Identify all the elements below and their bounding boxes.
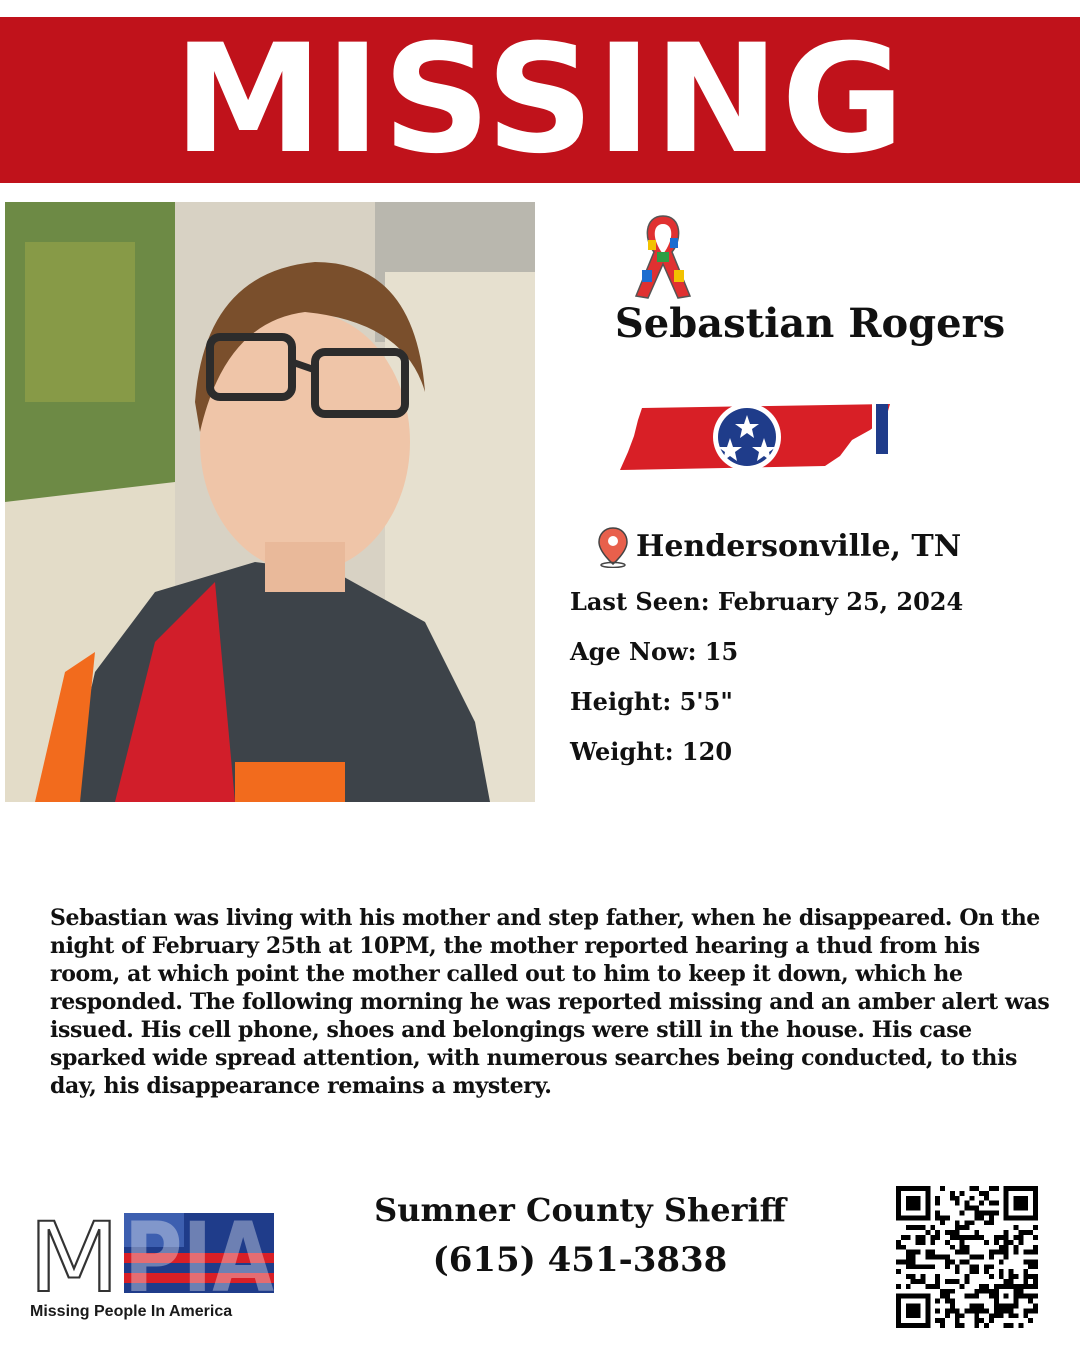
- person-name: Sebastian Rogers: [614, 300, 1006, 347]
- tennessee-flag-map-icon: [620, 400, 895, 475]
- case-description: Sebastian was living with his mother and step father, when he disappeared. On the night of February 25th at 10PM, the mother reported hearing a thud from his room, at which point the mother called out to him to keep it down, which he responded. The following morning he was reported missing and an amber alert was issued. His cell phone, shoes and belongings were still in the house. His case sparked wide spread attention, with numerous searches being conducted, to this day, his disappearance remains a mystery.: [50, 905, 1050, 1099]
- contact-phone[interactable]: (615) 451-3838: [432, 1240, 728, 1280]
- logo-caption: Missing People In America: [30, 1303, 233, 1320]
- location-text: Hendersonville, TN: [636, 529, 962, 564]
- last-seen: Last Seen: February 25, 2024: [570, 587, 964, 616]
- height: Height: 5'5": [570, 687, 733, 716]
- qr-code-icon[interactable]: [896, 1186, 1038, 1328]
- missing-person-photo: [5, 202, 535, 802]
- autism-ribbon-icon: [630, 212, 696, 300]
- svg-text:M: M: [28, 1205, 120, 1297]
- mpia-logo-letters: [26, 1205, 276, 1297]
- location: [596, 524, 961, 570]
- age-now: Age Now: 15: [570, 637, 739, 666]
- banner-title: MISSING: [173, 13, 907, 187]
- contact-block: [330, 1185, 830, 1285]
- missing-banner: [0, 13, 1080, 187]
- svg-text:PIA: PIA: [124, 1205, 274, 1297]
- location-pin-icon: [596, 526, 630, 568]
- weight: Weight: 120: [570, 737, 733, 766]
- contact-agency: Sumner County Sheriff: [374, 1191, 786, 1229]
- person-facts: [570, 584, 963, 784]
- mpia-logo: [26, 1205, 276, 1335]
